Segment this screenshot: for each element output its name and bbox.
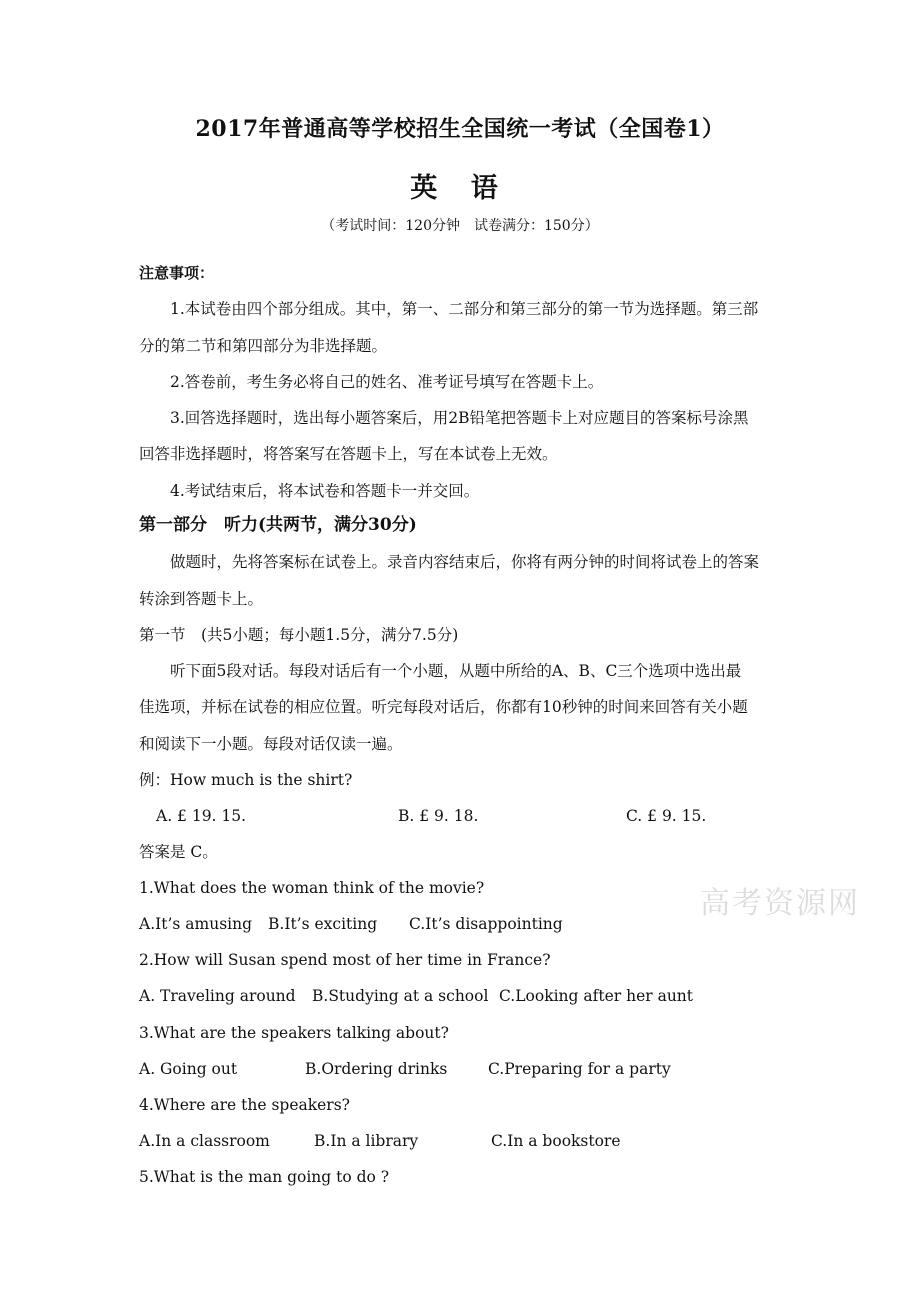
section1-heading: 第一节 (共5小题；每小题1.5分，满分7.5分): [139, 626, 459, 644]
notes-line: 3.回答选择题时，选出每小题答案后，用2B铅笔把答题卡上对应题目的答案标号涂黑: [170, 409, 749, 427]
part1-intro-line: 转涂到答题卡上。: [139, 590, 264, 608]
notes-line: 分的第二节和第四部分为非选择题。: [139, 337, 388, 355]
question-3: 3.What are the speakers talking about?: [139, 1024, 449, 1042]
section1-instruction-line: 听下面5段对话。每段对话后有一个小题，从题中所给的A、B、C三个选项中选出最: [170, 662, 742, 680]
subject-title: 英 语: [410, 173, 510, 204]
watermark: 高考资源网: [700, 886, 860, 921]
question-2-option-a: A. Traveling around: [139, 987, 296, 1005]
notes-line: 4.考试结束后，将本试卷和答题卡一并交回。: [170, 482, 480, 500]
question-5: 5.What is the man going to do ?: [139, 1168, 390, 1186]
example-option-b: B. £ 9. 18.: [398, 807, 479, 825]
notes-line: 回答非选择题时，将答案写在答题卡上，写在本试卷上无效。: [139, 445, 558, 463]
section1-instruction-line: 佳选项，并标在试卷的相应位置。听完每段对话后，你都有10秒钟的时间来回答有关小题: [139, 698, 748, 716]
notes-heading: 注意事项：: [139, 264, 215, 282]
notes-line: 2.答卷前，考生务必将自己的姓名、准考证号填写在答题卡上。: [170, 373, 604, 391]
example-question: 例：How much is the shirt?: [139, 771, 353, 789]
notes-line: 1.本试卷由四个部分组成。其中，第一、二部分和第三部分的第一节为选择题。第三部: [170, 300, 759, 318]
part1-heading: 第一部分 听力(共两节，满分30分): [139, 515, 417, 535]
question-2-option-c: C.Looking after her aunt: [499, 987, 694, 1005]
question-3-option-a: A. Going out: [139, 1060, 238, 1078]
example-option-a: A. £ 19. 15.: [156, 807, 247, 825]
question-2: 2.How will Susan spend most of her time in France?: [139, 951, 551, 969]
question-3-option-b: B.Ordering drinks: [305, 1060, 448, 1078]
example-option-c: C. £ 9. 15.: [626, 807, 707, 825]
question-3-option-c: C.Preparing for a party: [488, 1060, 671, 1078]
question-4-option-c: C.In a bookstore: [491, 1132, 621, 1150]
part1-intro-line: 做题时，先将答案标在试卷上。录音内容结束后，你将有两分钟的时间将试卷上的答案: [170, 553, 760, 571]
question-2-option-b: B.Studying at a school: [312, 987, 489, 1005]
exam-meta: （考试时间：120分钟 试卷满分：150分）: [321, 218, 599, 234]
example-answer: 答案是 C。: [139, 843, 218, 861]
question-4-option-b: B.In a library: [314, 1132, 419, 1150]
question-1-option-b: B.It’s exciting: [268, 915, 378, 933]
question-4-option-a: A.In a classroom: [139, 1132, 270, 1150]
question-1-option-c: C.It’s disappointing: [409, 915, 563, 933]
section1-instruction-line: 和阅读下一小题。每段对话仅读一遍。: [139, 735, 403, 753]
question-1-option-a: A.It’s amusing: [139, 915, 253, 933]
question-1: 1.What does the woman think of the movie?: [139, 879, 485, 897]
question-4: 4.Where are the speakers?: [139, 1096, 350, 1114]
exam-title: 2017年普通高等学校招生全国统一考试（全国卷1）: [195, 116, 725, 142]
